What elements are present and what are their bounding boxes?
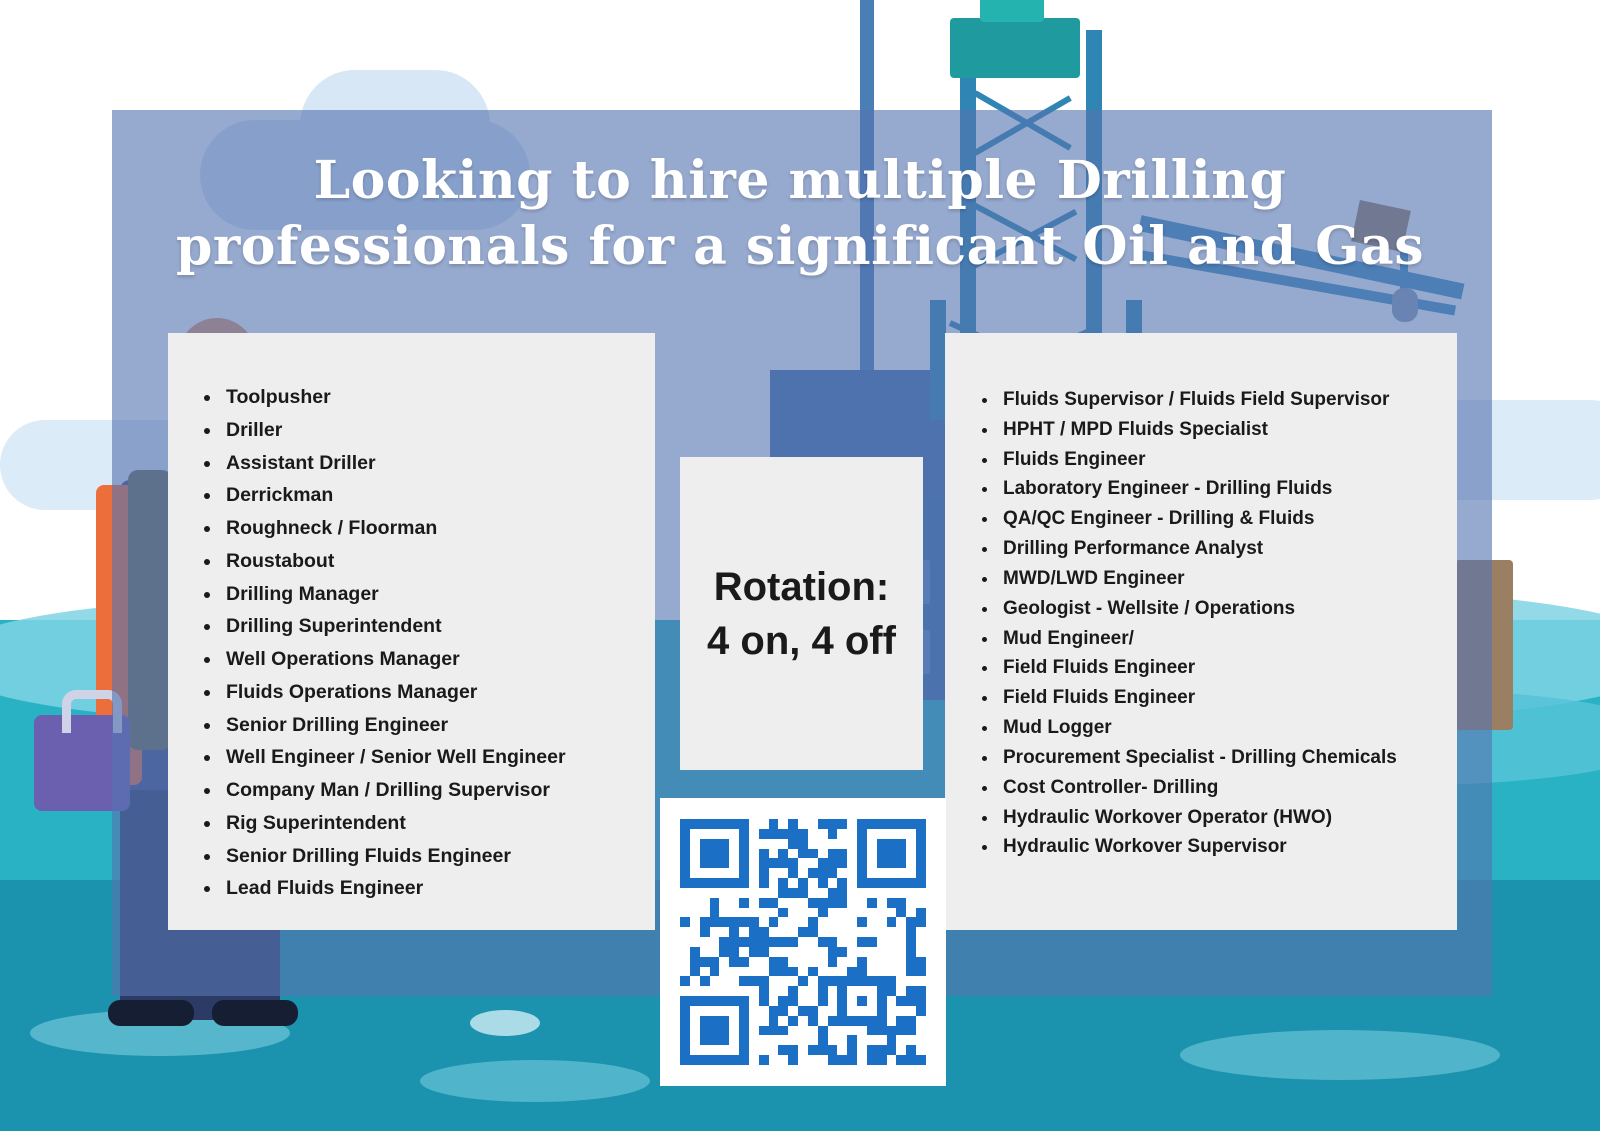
rotation-label: Rotation: 4 on, 4 off [707,564,896,663]
worker-boot [212,1000,298,1026]
list-item: • Field Fluids Engineer [999,653,1439,683]
list-item: • Company Man / Drilling Supervisor [222,774,637,807]
list-item: • Rig Superintendent [222,807,637,840]
wave-shape [420,1060,650,1102]
list-item: • Mud Logger [999,713,1439,743]
list-item: • Fluids Supervisor / Fluids Field Supervisor [999,385,1439,415]
list-item: • Well Operations Manager [222,643,637,676]
wave-shape [470,1010,540,1036]
list-item: • Drilling Performance Analyst [999,534,1439,564]
list-item: • Hydraulic Workover Supervisor [999,832,1439,862]
list-item: • Mud Engineer/ [999,624,1439,654]
qr-code-container[interactable] [660,798,946,1086]
list-item: • Roughneck / Floorman [222,512,637,545]
left-roles-card [168,333,655,930]
derrick-crown-block [950,18,1080,78]
list-item: • Field Fluids Engineer [999,683,1439,713]
right-roles-list [945,333,1457,862]
list-item: • Laboratory Engineer - Drilling Fluids [999,474,1439,504]
list-item: • Assistant Driller [222,447,637,480]
list-item: • Fluids Engineer [999,445,1439,475]
list-item: • Senior Drilling Fluids Engineer [222,840,637,873]
list-item: • Well Engineer / Senior Well Engineer [222,741,637,774]
list-item: • Geologist - Wellsite / Operations [999,594,1439,624]
worker-boot [108,1000,194,1026]
list-item: • Driller [222,414,637,447]
derrick-crown-top [980,0,1044,22]
qr-code[interactable] [680,819,926,1065]
list-item: • HPHT / MPD Fluids Specialist [999,415,1439,445]
list-item: • Drilling Superintendent [222,610,637,643]
list-item: • Fluids Operations Manager [222,676,637,709]
page-title: Looking to hire multiple Drilling professionals for a significant Oil and Gas [176,150,1424,277]
list-item: • Hydraulic Workover Operator (HWO) [999,803,1439,833]
left-roles-list [168,333,655,905]
list-item: • Cost Controller- Drilling [999,773,1439,803]
list-item: • Procurement Specialist - Drilling Chemicals [999,743,1439,773]
list-item: • Drilling Manager [222,578,637,611]
wave-shape [1180,1030,1500,1080]
list-item: • QA/QC Engineer - Drilling & Fluids [999,504,1439,534]
list-item: • Lead Fluids Engineer [222,872,637,905]
list-item: • Roustabout [222,545,637,578]
list-item: • Toolpusher [222,381,637,414]
list-item: • Senior Drilling Engineer [222,709,637,742]
right-roles-card [945,333,1457,930]
rotation-card [680,457,923,770]
list-item: • MWD/LWD Engineer [999,564,1439,594]
list-item: • Derrickman [222,479,637,512]
